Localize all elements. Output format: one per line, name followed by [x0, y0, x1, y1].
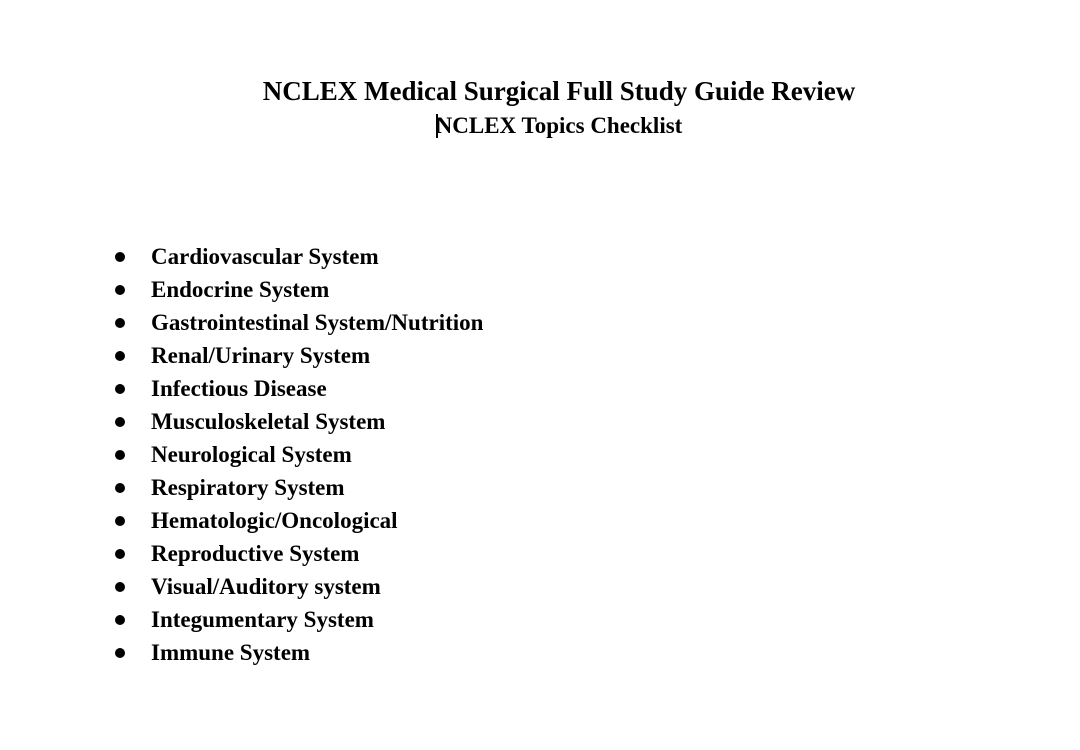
topic-label: Renal/Urinary System: [151, 343, 371, 368]
topic-label: Cardiovascular System: [151, 244, 379, 269]
document-subtitle-text: NCLEX Topics Checklist: [435, 113, 683, 138]
topics-checklist: [0, 240, 483, 669]
topic-item: [0, 339, 483, 372]
topic-label: Reproductive System: [151, 541, 360, 566]
topic-item: [0, 603, 483, 636]
bullet-icon: [115, 648, 125, 658]
bullet-icon: [115, 615, 125, 625]
topic-item: [0, 438, 483, 471]
topic-label: Immune System: [151, 640, 311, 665]
topic-label: Respiratory System: [151, 475, 345, 500]
topic-label: Hematologic/Oncological: [151, 508, 398, 533]
topic-label: Gastrointestinal System/Nutrition: [151, 310, 484, 335]
topic-item: [0, 570, 483, 603]
bullet-icon: [115, 483, 125, 493]
bullet-icon: [115, 417, 125, 427]
bullet-icon: [115, 318, 125, 328]
bullet-icon: [115, 549, 125, 559]
topic-label: Infectious Disease: [151, 376, 327, 401]
topic-label: Neurological System: [151, 442, 352, 467]
bullet-icon: [115, 450, 125, 460]
bullet-icon: [115, 252, 125, 262]
bullet-icon: [115, 384, 125, 394]
topic-item: [0, 273, 483, 306]
bullet-icon: [115, 516, 125, 526]
topic-item: [0, 636, 483, 669]
document-title: NCLEX Medical Surgical Full Study Guide Review: [262, 76, 856, 106]
topic-item: [0, 471, 483, 504]
bullet-icon: [115, 285, 125, 295]
topic-item: [0, 372, 483, 405]
topic-label: Musculoskeletal System: [151, 409, 386, 434]
document-subtitle: [0, 111, 1080, 141]
topic-item: [0, 504, 483, 537]
bullet-icon: [115, 582, 125, 592]
topic-label: Visual/Auditory system: [151, 574, 381, 599]
topic-label: Endocrine System: [151, 277, 330, 302]
topic-item: [0, 306, 483, 339]
topic-item: [0, 405, 483, 438]
bullet-icon: [115, 351, 125, 361]
topic-item: [0, 240, 483, 273]
topic-item: [0, 537, 483, 570]
topic-label: Integumentary System: [151, 607, 374, 632]
